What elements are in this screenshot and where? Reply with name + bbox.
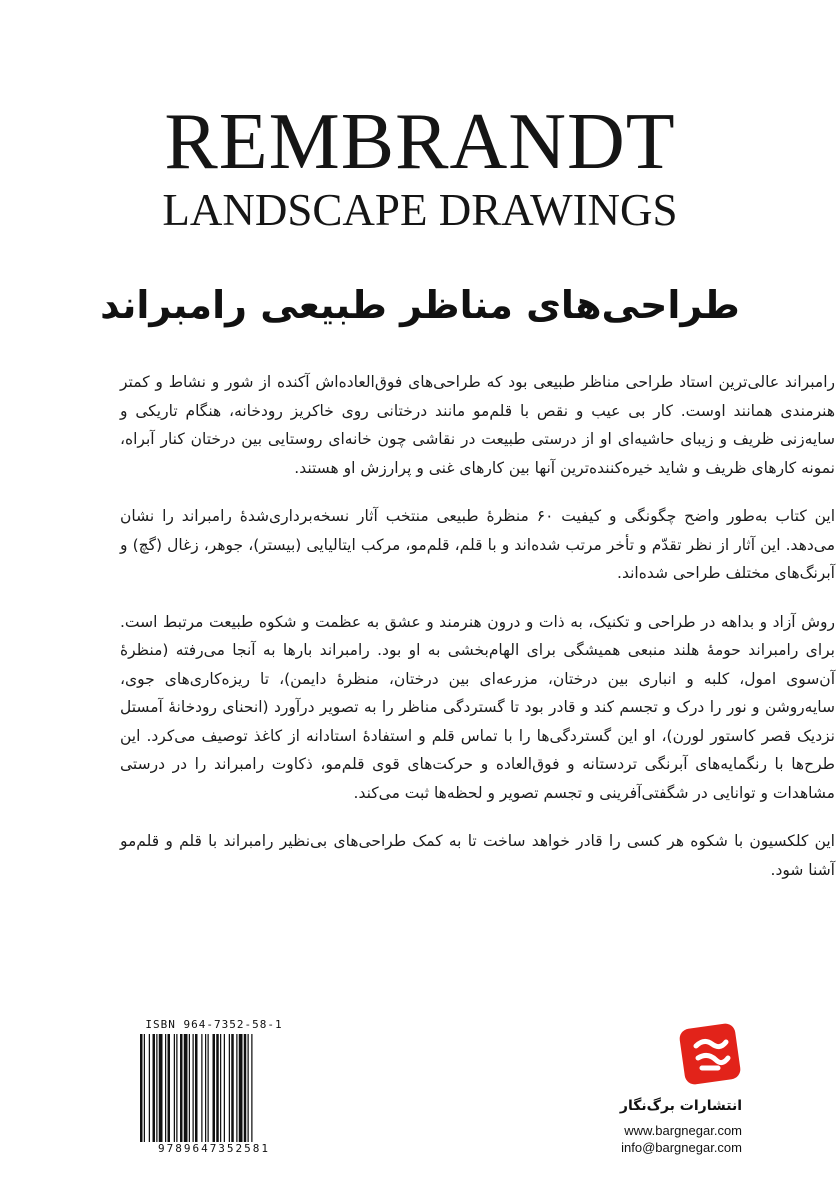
blurb-paragraph: این کلکسیون با شکوه هر کسی را قادر خواهد ساخت تا به کمک طراحی‌های بی‌نظیر رامبراند با قلم و قلم‌مو آشنا شود. <box>120 832 835 879</box>
title-english: REMBRANDT <box>164 98 676 186</box>
blurb-paragraph: رامبراند عالی‌ترین استاد طراحی مناظر طبیعی بود که طراحی‌های فوق‌العاده‌اش آکنده از شور و نشاط و کمتر هنرمندی همانند اوست. کار بی عیب و نقص با قلم‌مو مانند درختانی روی خاکریز رودخانه، هنگام تاریکی و سایه‌زنی ظریف و زیبای حاشیه‌ای او از درستی طبیعت در نقاشی چون خانه‌ای روستایی بین درختان کنار آبراه، نمونه کارهای ظریف و شاید خیره‌کننده‌ترین آنها بین کارهای غنی و پرارزش او هستند. <box>120 373 835 477</box>
publisher-logo <box>678 1022 742 1086</box>
publisher-name: انتشارات برگ‌نگار <box>619 1098 742 1114</box>
isbn-number: ISBN 964-7352-58-1 <box>145 1018 283 1031</box>
title-persian: طراحی‌های مناظر طبیعی رامبراند <box>100 283 740 327</box>
publisher-email[interactable]: info@bargnegar.com <box>621 1140 742 1155</box>
barcode-bars <box>138 1034 290 1142</box>
publisher-block <box>542 1022 742 1156</box>
subtitle-english: LANDSCAPE DRAWINGS <box>162 185 678 235</box>
publisher-website[interactable]: www.bargnegar.com <box>624 1123 742 1138</box>
blurb-paragraph: روش آزاد و بداهه در طراحی و تکنیک، به ذات و درون هنرمند و عشق به عظمت و شکوه طبیعت مرتبط است. برای رامبراند حومهٔ هلند منبعی همیشگی برای الهام‌بخشی به او بود. رامبراند بارها به آنجا می‌رفته (منظرهٔ آن‌سوی امول، کلبه و انباری بین درختان، مزرعه‌ای بین درختان، منظرهٔ دایمن)، تا ریزه‌کاری‌های جوی، سایه‌روشن و نور را درک و تجسم کند و قادر بود تا گستردگی مناظر را به تصویر درآورد (انحنای رودخانهٔ آمستل نزدیک قصر کاستور لورن)، او این گستردگی‌ها را با تماس قلم و استفادهٔ استادانه از کاغذ توصیف می‌کرد. این طرح‌ها با رنگمایه‌های آبرنگی تردستانه و فوق‌العاده و حرکت‌های قوی قلم‌مو، ذکاوت رامبراند را در درستی مشاهدات و توانایی در شگفتی‌آفرینی و تجسم تصویر و لحظه‌ها ثبت می‌کند. <box>120 612 835 802</box>
isbn-barcode <box>138 1018 290 1158</box>
ean-digits: 9789647352581 <box>157 1142 271 1155</box>
blurb-paragraph: این کتاب به‌طور واضح چگونگی و کیفیت ۶۰ منظرهٔ طبیعی منتخب آثار نسخه‌برداری‌شدهٔ رامبراند را نشان می‌دهد. این آثار از نظر تقدّم و تأخر مرتب شده‌اند و با قلم، قلم‌مو، مرکب ایتالیایی (بیستر)، جوهر، زغال (گچ) و آبرنگ‌های مختلف طراحی شده‌اند. <box>120 507 836 582</box>
blurb-text <box>120 368 835 904</box>
